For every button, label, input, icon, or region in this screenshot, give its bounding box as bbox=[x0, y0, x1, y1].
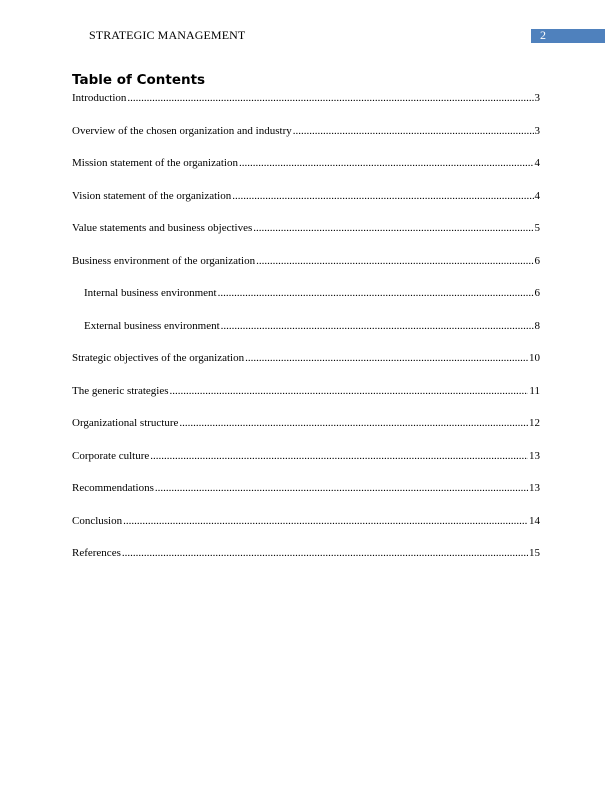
toc-entry-page: 3 bbox=[534, 124, 540, 137]
page-header bbox=[0, 0, 612, 50]
toc-entry-title: Value statements and business objectives bbox=[72, 222, 253, 234]
toc-dot-leader bbox=[170, 384, 529, 398]
toc-entry-page: 12 bbox=[529, 417, 540, 429]
toc-dot-leader bbox=[122, 546, 528, 560]
toc-entry-title: Internal business environment bbox=[84, 287, 217, 299]
toc-entry-title: Mission statement of the organization bbox=[72, 157, 238, 169]
toc-entry-page: 10 bbox=[529, 352, 540, 364]
toc-entry-introduction[interactable] bbox=[72, 91, 540, 105]
toc-entry-page: 4 bbox=[534, 157, 540, 169]
toc-entry-title: Overview of the chosen organization and industry bbox=[72, 124, 292, 137]
toc-dot-leader bbox=[127, 91, 533, 105]
toc-entry-title: Recommendations bbox=[72, 482, 154, 494]
toc-entry-business-environment[interactable] bbox=[72, 254, 540, 268]
toc-entry-page: 4 bbox=[534, 189, 540, 202]
toc-entry-conclusion[interactable] bbox=[72, 514, 540, 528]
toc-entry-mission-statement[interactable] bbox=[72, 156, 540, 170]
toc-entry-title: Strategic objectives of the organization bbox=[72, 352, 245, 364]
toc-dot-leader bbox=[218, 286, 534, 300]
running-head: STRATEGIC MANAGEMENT bbox=[89, 28, 246, 42]
toc-dot-leader bbox=[253, 221, 533, 235]
toc-dot-leader bbox=[239, 156, 534, 170]
toc-entry-page: 13 bbox=[529, 482, 540, 494]
toc-dot-leader bbox=[256, 254, 533, 268]
toc-dot-leader bbox=[232, 189, 533, 203]
toc-entry-corporate-culture[interactable] bbox=[72, 449, 540, 463]
toc-entry-page: 3 bbox=[534, 92, 540, 104]
toc-dot-leader bbox=[150, 449, 528, 463]
toc-entry-vision-statement[interactable] bbox=[72, 189, 540, 203]
toc-entry-title: Organizational structure bbox=[72, 417, 179, 429]
toc-entry-generic-strategies[interactable] bbox=[72, 384, 540, 398]
toc-entry-page: 8 bbox=[534, 319, 540, 332]
toc-entry-page: 6 bbox=[534, 254, 540, 267]
toc-entry-external-environment[interactable] bbox=[72, 319, 540, 333]
toc-entry-title: Conclusion bbox=[72, 514, 123, 527]
page-number: 2 bbox=[540, 28, 546, 42]
toc-entry-strategic-objectives[interactable] bbox=[72, 351, 540, 365]
toc-entry-internal-environment[interactable] bbox=[72, 286, 540, 300]
page-number-box bbox=[531, 29, 605, 43]
toc-entry-title: Corporate culture bbox=[72, 449, 150, 462]
toc-entry-title: The generic strategies bbox=[72, 384, 169, 397]
toc-entry-title: External business environment bbox=[84, 319, 220, 332]
table-of-contents bbox=[72, 70, 540, 559]
toc-entry-title: Business environment of the organization bbox=[72, 254, 256, 267]
toc-dot-leader bbox=[155, 481, 528, 495]
toc-dot-leader bbox=[123, 514, 528, 528]
toc-dot-leader bbox=[293, 124, 534, 138]
toc-entry-page: 15 bbox=[529, 547, 540, 559]
toc-list bbox=[72, 91, 540, 579]
toc-entry-recommendations[interactable] bbox=[72, 481, 540, 495]
toc-entry-page: 14 bbox=[529, 514, 540, 527]
toc-entry-organizational-structure[interactable] bbox=[72, 416, 540, 430]
toc-dot-leader bbox=[245, 351, 528, 365]
toc-entry-page: 5 bbox=[534, 222, 540, 234]
toc-entry-overview[interactable] bbox=[72, 124, 540, 138]
toc-entry-page: 13 bbox=[529, 449, 540, 462]
toc-entry-page: 6 bbox=[534, 287, 540, 299]
toc-dot-leader bbox=[221, 319, 534, 333]
toc-dot-leader bbox=[179, 416, 528, 430]
toc-entry-title: Vision statement of the organization bbox=[72, 189, 232, 202]
toc-entry-title: References bbox=[72, 547, 121, 559]
toc-entry-references[interactable] bbox=[72, 546, 540, 560]
toc-entry-page: 11 bbox=[529, 384, 540, 397]
toc-entry-title: Introduction bbox=[72, 92, 127, 104]
toc-entry-value-statements[interactable] bbox=[72, 221, 540, 235]
toc-heading: Table of Contents bbox=[72, 72, 206, 88]
